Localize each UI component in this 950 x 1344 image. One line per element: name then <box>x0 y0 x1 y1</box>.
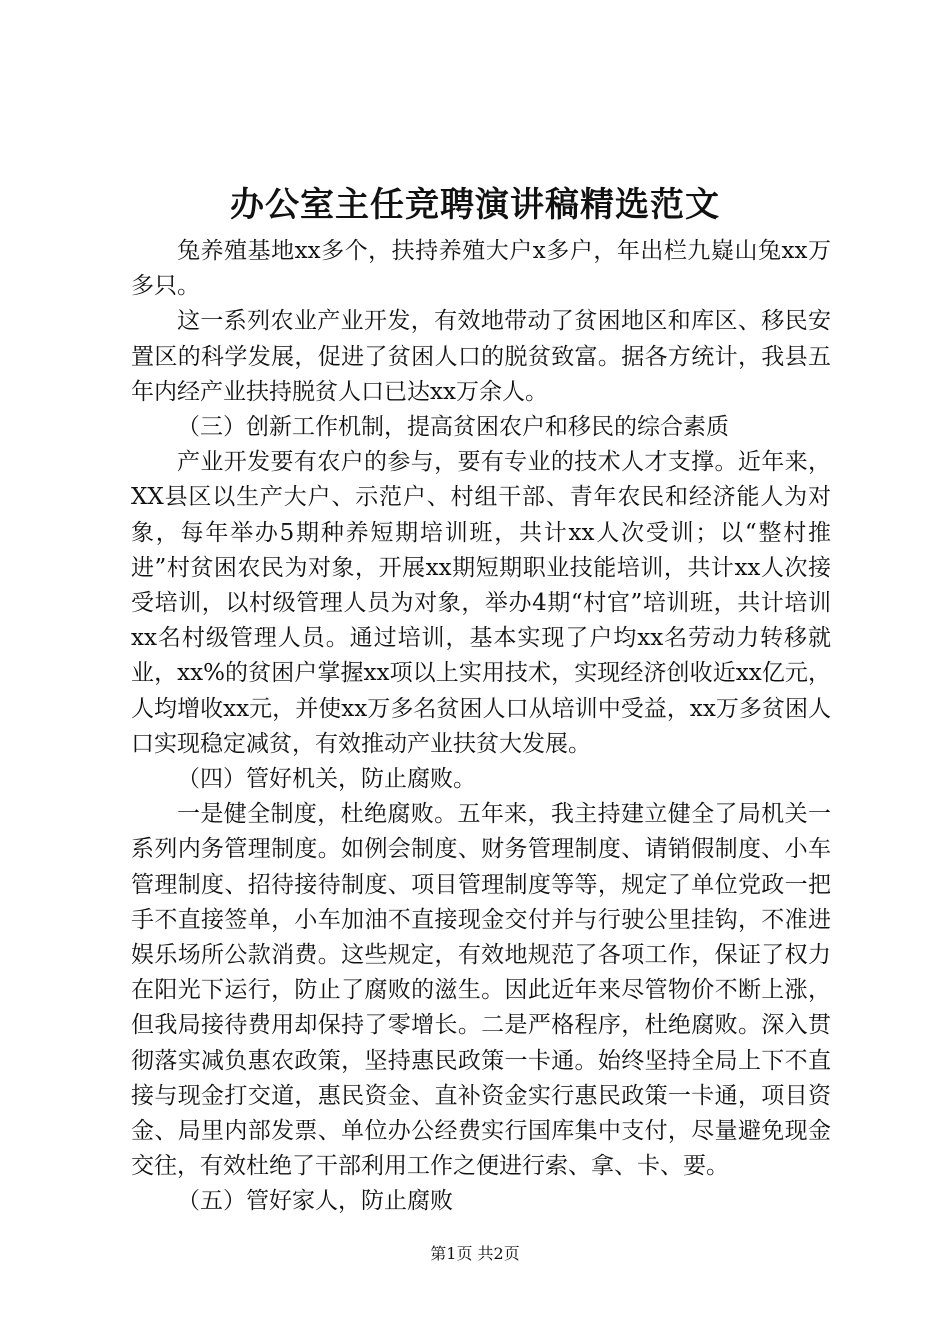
section-heading: （五）管好家人，防止腐败 <box>177 1188 453 1215</box>
paragraph: 一是健全制度，杜绝腐败。五年来，我主持建立健全了局机关一系列内务管理制度。如例会制度、财务管理制度、请销假制度、小车管理制度、招待接待制度、项目管理制度等等，规定了单位党政一把手不直接签单，小车加油不直接现金交付并与行驶公里挂钩，不准进娱乐场所公款消费。这些规定，有效地规范了各项工作，保证了权力在阳光下运行，防止了腐败的滋生。因此近年来尽管物价不断上涨，但我局接待费用却保持了零增长。二是严格程序，杜绝腐败。深入贯彻落实减负惠农政策，坚持惠民政策一卡通。始终坚持全局上下不直接与现金打交道，惠民资金、直补资金实行惠民政策一卡通，项目资金、局里内部发票、单位办公经费实行国库集中支付，尽量避免现金交往，有效杜绝了干部利用工作之便进行索、拿、卡、要。 <box>131 801 831 1180</box>
section-heading: （三）创新工作机制，提高贫困农户和移民的综合素质 <box>177 414 729 441</box>
paragraph: 产业开发要有农户的参与，要有专业的技术人才支撑。近年来，XX县区以生产大户、示范户、村组干部、青年农民和经济能人为对象，每年举办5期种养短期培训班，共计xx人次受训；以“整村推进”村贫困农民为对象，开展xx期短期职业技能培训，共计xx人次接受培训，以村级管理人员为对象，举办4期“村官”培训班，共计培训xx名村级管理人员。通过培训，基本实现了户均xx名劳动力转移就业，xx%的贫困户掌握xx项以上实用技术，实现经济创收近xx亿元，人均增收xx元，并使xx万多名贫困人口从培训中受益，xx万多贫困人口实现稳定减贫，有效推动产业扶贫大发展。 <box>131 449 831 757</box>
paragraph: 这一系列农业产业开发，有效地带动了贫困地区和库区、移民安置区的科学发展，促进了贫困人口的脱贫致富。据各方统计，我县五年内经产业扶持脱贫人口已达xx万余人。 <box>131 308 831 405</box>
section-heading: （四）管好机关，防止腐败。 <box>177 766 476 793</box>
document-title: 办公室主任竞聘演讲稿精选范文 <box>230 185 720 225</box>
page-footer: 第1页 共2页 <box>430 1244 520 1263</box>
paragraph: 兔养殖基地xx多个，扶持养殖大户x多户，年出栏九嶷山兔xx万多只。 <box>131 238 831 300</box>
document-body <box>131 234 831 1220</box>
